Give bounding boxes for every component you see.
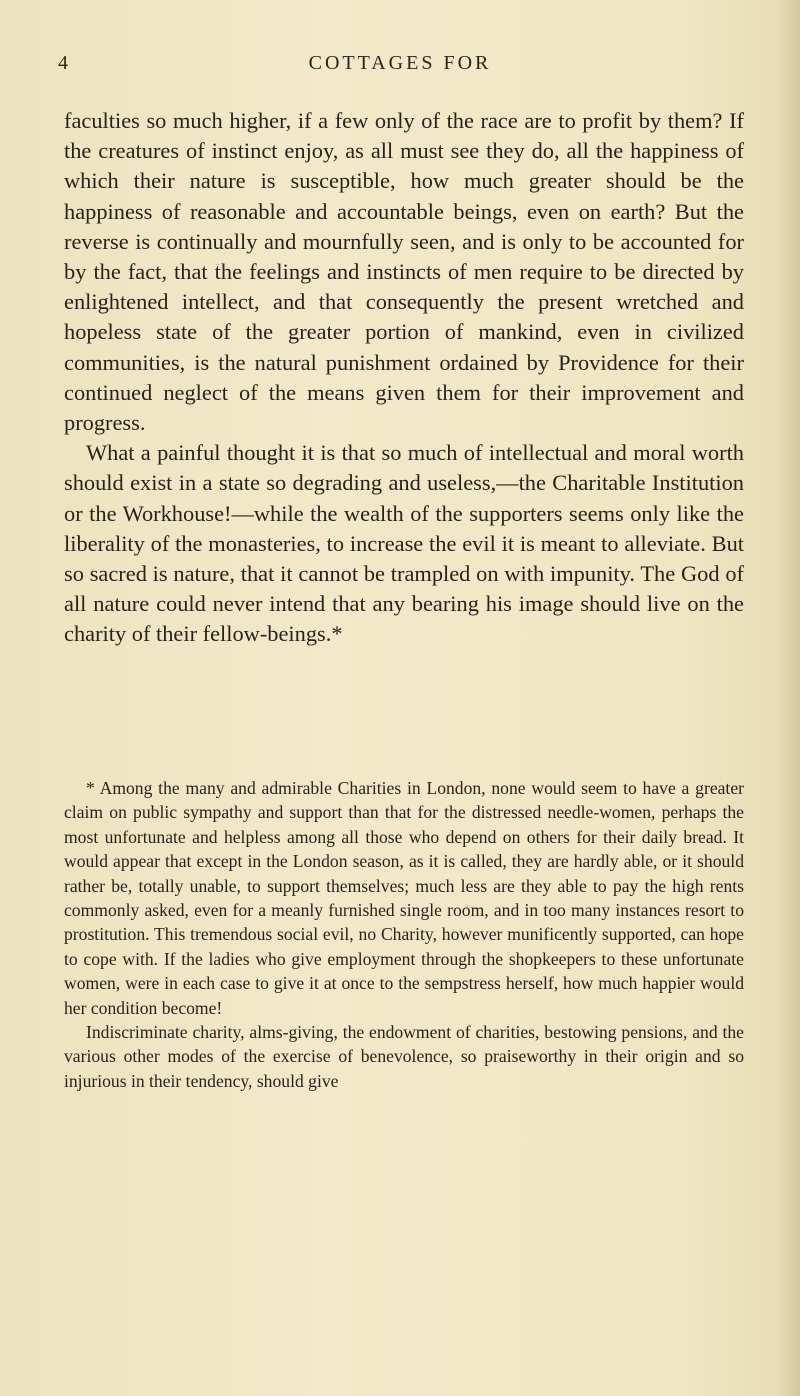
paragraph-1: faculties so much higher, if a few only of the race are to profit by them? If the creatures of instinct enjoy, as all must see they do, all the happiness of which their nature is susceptible, how much greater should be the happiness of reasonable and accountable beings, even on earth? But the reverse is continually and mournfully seen, and is only to be accounted for by the fact, that the feelings and instincts of men require to be directed by enlightened intellect, and that consequently the present wretched and hopeless state of the greater portion of mankind, even in civilized communities, is the natural punishment ordained by Providence for their continued neglect of the means given them for their improvement and progress. (64, 108, 744, 436)
page-edge-shadow (778, 0, 800, 1396)
paragraph-2: What a painful thought it is that so much of intellectual and moral worth should exist in a state so degrading and useless,—the Charitable Institution or the Workhouse!—while the wealth of the supporters seems only like the liberality of the monasteries, to increase the evil it is meant to alleviate. But so sacred is nature, that it cannot be trampled on with impunity. The God of all nature could never intend that any bearing his image should live on the charity of their fellow-beings.* (64, 440, 744, 647)
running-head: COTTAGES FOR (308, 52, 492, 74)
footnote-2: Indiscriminate charity, alms-giving, the endowment of charities, bestowing pensions, and the various other modes of the exercise of benevolence, so praiseworthy in their origin and so injurious in their tendency, should give (64, 1022, 744, 1091)
footnote-block (64, 776, 744, 1093)
page-header (0, 52, 800, 82)
footnote-1: * Among the many and admirable Charities in London, none would seem to have a greater claim on public sympathy and support than that for the distressed needle-women, perhaps the most unfortunate and helpless among all those who depend on others for their daily bread. It would appear that except in the London season, as it is called, they are hardly able, or it should rather be, totally unable, to support themselves; much less are they able to pay the high rents commonly asked, even for a meanly furnished single room, and in too many instances resort to prostitution. This tremendous social evil, no Charity, however munificently supported, can hope to cope with. If the ladies who give employment through the shopkeepers to these unfortunate women, were in each case to give it at once to the sempstress herself, how much happier would her condition become! (64, 778, 744, 1018)
page-number: 4 (58, 52, 68, 74)
main-text (64, 106, 744, 650)
